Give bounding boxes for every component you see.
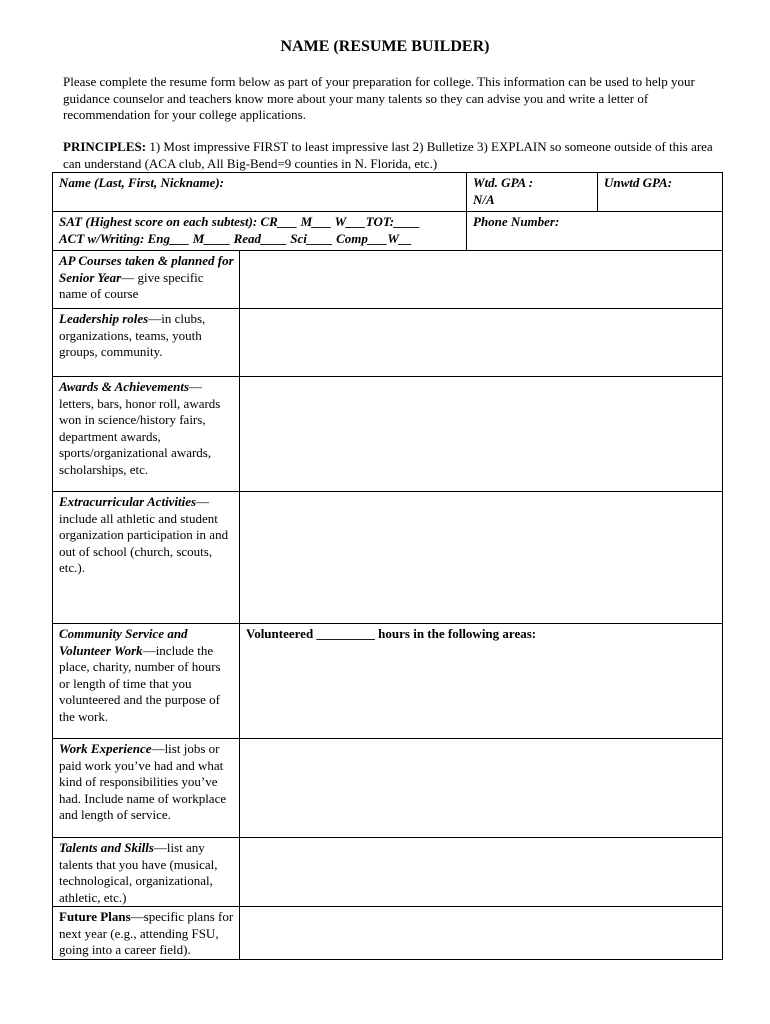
ap-courses-label [53,251,240,309]
extracurricular-input[interactable] [240,492,723,624]
awards-row [53,377,723,492]
community-service-row [53,624,723,739]
community-service-input[interactable] [240,624,723,739]
principles-text: 1) Most impressive FIRST to least impressive last 2) Bulletize 3) EXPLAIN so someone outside of this area can understand (ACA club, All Big-Bend=9 counties in N. Florida, etc.) [63,139,713,171]
ap-courses-input[interactable] [240,251,723,309]
test-scores-field[interactable] [53,212,467,251]
awards-label [53,377,240,492]
leadership-input[interactable] [240,309,723,377]
resume-form-table [52,172,723,960]
extracurricular-desc: — include all athletic and student organization participation in and out of school (church, scouts, etc.). [59,494,229,575]
leadership-desc: —in clubs, organizations, teams, youth groups, community. [59,311,206,359]
ap-courses-row [53,251,723,309]
community-service-title: Community Service and Volunteer Work [59,626,188,658]
talents-desc: —list any talents that you have (musical, technological, organizational, athletic, etc.) [59,840,218,905]
unwtd-gpa-field[interactable] [598,173,723,212]
work-experience-title: Work Experience [59,741,152,756]
wtd-gpa-label: Wtd. GPA : [473,175,534,190]
work-experience-label [53,739,240,838]
name-row [53,173,723,212]
phone-number-label: Phone Number: [473,214,560,229]
leadership-row [53,309,723,377]
scores-row [53,212,723,251]
talents-row [53,838,723,907]
extracurricular-row [53,492,723,624]
name-label: Name (Last, First, Nickname): [59,175,225,190]
work-experience-input[interactable] [240,739,723,838]
unwtd-gpa-label: Unwtd GPA: [604,175,673,190]
ap-courses-desc: — give specific name of course [59,269,204,301]
awards-desc: — letters, bars, honor roll, awards won in science/history fairs, department awards, sports/organizational awards, scholarships, etc. [59,379,221,477]
future-plans-input[interactable] [240,907,723,960]
phone-number-field[interactable] [467,212,723,251]
work-experience-row [53,739,723,838]
extracurricular-title: Extracurricular Activities [59,494,197,509]
principles-label: PRINCIPLES: [63,139,147,154]
principles-paragraph [63,139,728,172]
intro-paragraph: Please complete the resume form below as part of your preparation for college. This information can be used to help your guidance counselor and teachers know more about your many talents so they can advise you and write a letter of recommendation for your college applications. [63,74,695,122]
extracurricular-label [53,492,240,624]
page-title: NAME (RESUME BUILDER) [280,38,490,55]
community-service-desc: —include the place, charity, number of hours or length of time that you volunteered and the purpose of the work. [59,642,221,724]
future-plans-title: Future Plans [59,909,131,924]
ap-courses-title: AP Courses taken & planned for Senior Year [59,253,234,285]
leadership-title: Leadership roles [59,311,149,326]
talents-title: Talents and Skills [59,840,154,855]
awards-title: Awards & Achievements [59,379,189,394]
leadership-label [53,309,240,377]
work-experience-desc: —list jobs or paid work you’ve had and what kind of responsibilities you’ve had. Include name of workplace and length of service. [59,741,227,822]
act-scores-label: ACT w/Writing: Eng___ M____ Read____ Sci____ Comp___W__ [59,230,412,246]
sat-scores-label: SAT (Highest score on each subtest): CR___ M___ W___TOT:____ [59,214,421,229]
talents-label [53,838,240,907]
wtd-gpa-value: N/A [473,191,495,207]
future-plans-row [53,907,723,960]
community-service-label [53,624,240,739]
future-plans-desc: —specific plans for next year (e.g., attending FSU, going into a career field). [59,909,234,957]
talents-input[interactable] [240,838,723,907]
wtd-gpa-field[interactable] [467,173,598,212]
volunteered-hours-label: Volunteered _________ hours in the following areas: [246,626,537,641]
awards-input[interactable] [240,377,723,492]
name-field[interactable] [53,173,467,212]
future-plans-label [53,907,240,960]
